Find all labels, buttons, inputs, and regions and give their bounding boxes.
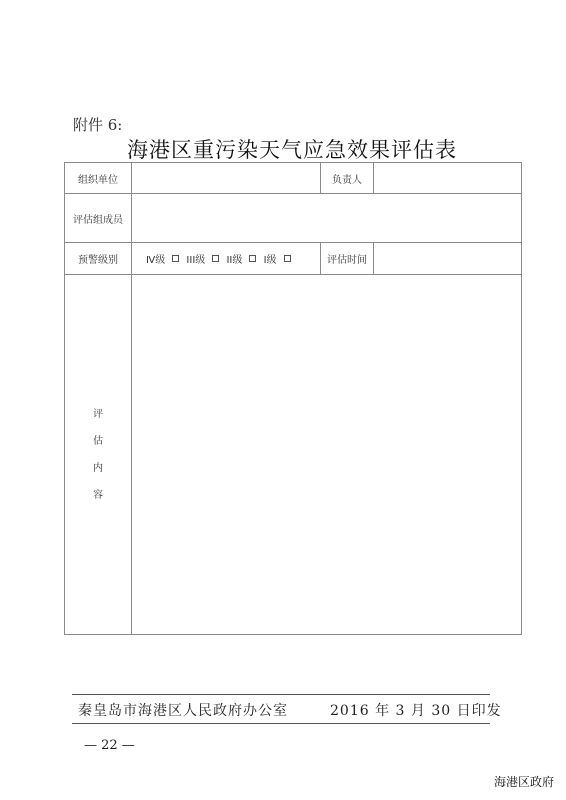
page-title: 海港区重污染天气应急效果评估表 (127, 138, 457, 162)
eval-content-field[interactable] (132, 275, 522, 635)
warning-level-options (132, 243, 321, 275)
team-members-field[interactable] (132, 194, 522, 243)
level-3-checkbox[interactable] (212, 255, 219, 262)
attachment-label: 附件 6: (73, 116, 123, 134)
watermark: 海港区政府 (493, 775, 554, 789)
warning-level-label: 预警级别 (65, 243, 132, 275)
level-3-label: III级 (186, 255, 206, 266)
eval-time-field[interactable] (374, 243, 522, 275)
footer-date: 2016 年 3 月 30 日印发 (330, 703, 502, 719)
level-1-label: Ⅰ级 (263, 255, 277, 266)
page-number: — 22 — (84, 738, 135, 753)
org-unit-field[interactable] (132, 163, 321, 194)
table-row (65, 163, 522, 194)
eval-content-label (65, 275, 132, 635)
responsible-field[interactable] (374, 163, 522, 194)
eval-content-char: 评 (93, 408, 103, 420)
team-members-label: 评估组成员 (65, 194, 132, 243)
responsible-label: 负责人 (321, 163, 374, 194)
footer-rule-top (72, 694, 490, 695)
evaluation-form-table (64, 162, 522, 635)
level-2-checkbox[interactable] (249, 255, 256, 262)
level-4-checkbox[interactable] (172, 255, 179, 262)
table-row (65, 243, 522, 275)
eval-time-label: 评估时间 (321, 243, 374, 275)
eval-content-char: 容 (93, 489, 103, 501)
level-1-checkbox[interactable] (284, 255, 291, 262)
table-row (65, 275, 522, 635)
eval-content-char: 内 (93, 462, 103, 474)
footer-rule-bottom (72, 723, 490, 724)
table-row (65, 194, 522, 243)
level-4-label: Ⅳ级 (146, 255, 166, 266)
eval-content-char: 估 (93, 435, 103, 447)
level-2-label: II级 (226, 255, 243, 266)
org-unit-label: 组织单位 (65, 163, 132, 194)
footer-issuer: 秦皇岛市海港区人民政府办公室 (78, 703, 288, 719)
